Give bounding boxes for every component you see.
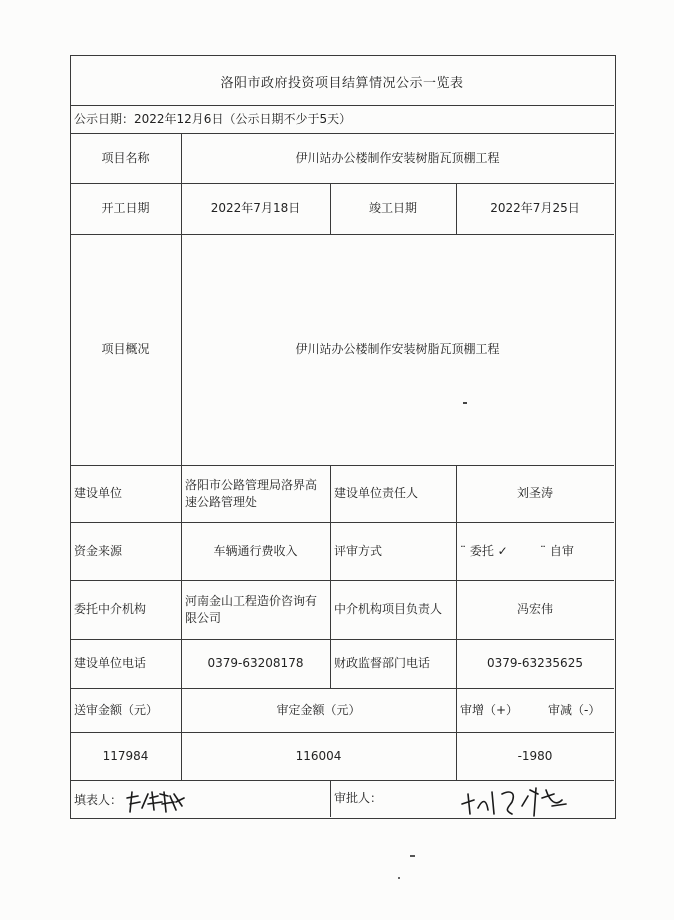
overview-label: 项目概况 [101,342,150,356]
builder-label: 建设单位 [74,486,123,500]
review-option-commission: ¨ 委托 ✓ [460,543,508,558]
review-option-self: ¨ 自审 [540,543,574,558]
scan-speck [410,855,415,857]
builder-lead-value: 刘圣涛 [516,486,553,500]
builder-value: 洛阳市公路管理局洛界高速公路管理处 [185,477,318,509]
agency-lead-value: 冯宏伟 [516,602,553,616]
builder-lead-label: 建设单位责任人 [334,486,419,500]
overview-value: 伊川站办公楼制作安装树脂瓦顶棚工程 [295,342,500,356]
start-date-value: 2022年7月18日 [210,201,301,215]
finance-phone-label: 财政监督部门电话 [334,656,431,670]
start-date-label: 开工日期 [101,201,150,215]
submitted-amount-value: 117984 [102,748,149,763]
agency-label: 委托中介机构 [74,602,147,616]
change-label: 审增（+） 审减（-） [460,702,601,717]
publish-date: 公示日期：2022年12月6日（公示日期不少于5天） [74,111,352,126]
project-name-label: 项目名称 [101,150,150,165]
page-title: 洛阳市政府投资项目结算情况公示一览表 [220,76,464,91]
end-date-value: 2022年7月25日 [490,201,580,215]
approver-signature-icon [458,780,574,822]
agency-value: 河南金山工程造价咨询有限公司 [185,593,318,625]
approver-label: 审批人： [334,790,383,805]
filler-label: 填表人： [74,792,123,807]
change-value: -1980 [517,748,553,763]
filler-signature-icon [124,786,188,818]
submitted-amount-label: 送审金额（元） [74,702,159,717]
project-name-value: 伊川站办公楼制作安装树脂瓦顶棚工程 [295,150,500,165]
approved-amount-label: 审定金额（元） [276,702,361,717]
builder-phone-label: 建设单位电话 [74,656,147,670]
scan-speck [398,877,400,879]
agency-lead-label: 中介机构项目负责人 [334,602,443,616]
end-date-label: 竣工日期 [368,201,417,215]
review-method-label: 评审方式 [334,543,383,558]
fund-source-value: 车辆通行费收入 [213,543,298,558]
builder-phone-value: 0379-63208178 [207,656,304,670]
fund-source-label: 资金来源 [74,543,123,558]
finance-phone-value: 0379-63235625 [487,656,583,670]
approved-amount-value: 116004 [295,748,342,763]
scan-speck [463,402,467,404]
